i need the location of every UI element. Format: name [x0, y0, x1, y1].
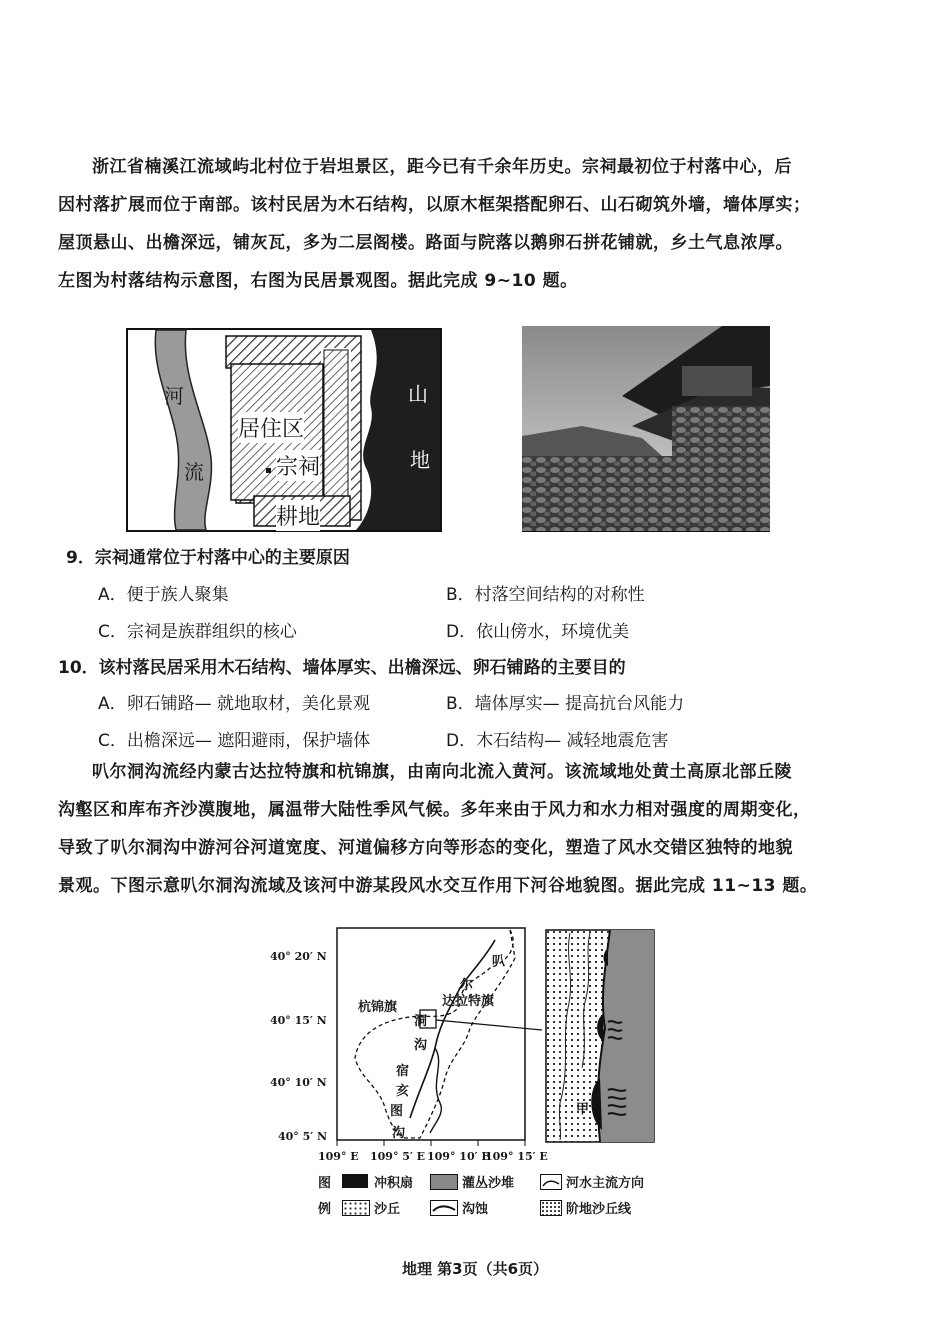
passage-1	[58, 148, 888, 300]
legend-title-1: 图	[318, 1176, 332, 1191]
farmland-label: 耕地	[276, 500, 320, 531]
dwelling-photo	[522, 326, 770, 532]
passage-1-line: 左图为村落结构示意图，右图为民居景观图。据此完成 9~10 题。	[58, 271, 578, 291]
lon-label-3: 109° 10′ E	[427, 1150, 490, 1163]
question-10-option-c[interactable]: C．出檐深远— 遮阳避雨，保护墙体	[98, 731, 371, 751]
river-char-1: 叭	[492, 954, 506, 969]
basin-map-drawing	[270, 918, 670, 1168]
passage-2-line: 景观。下图示意叭尔洞沟流域及该河中游某段风水交互作用下河谷地貌图。据此完成 11~13 题。	[58, 876, 818, 896]
passage-2-line: 沟壑区和库布齐沙漠腹地，属温带大陆性季风气候。多年来由于风力和水力相对强度的周期变化，	[58, 800, 811, 820]
passage-2-line: 导致了叭尔洞沟中游河谷河道宽度、河道偏移方向等形态的变化，塑造了风水交错区独特的地貌	[58, 838, 793, 858]
dwelling-photo-drawing	[522, 326, 770, 532]
mountain-label-2: 地	[410, 448, 430, 472]
river-char-3: 洞	[414, 1014, 428, 1029]
legend-flow-direction: 河水主流方向	[566, 1176, 645, 1191]
legend-gully-erosion: 沟蚀	[462, 1202, 489, 1217]
legend-alluvial-fan: 冲积扇	[374, 1176, 414, 1191]
lat-label-1: 40° 20′ N	[270, 950, 327, 963]
passage-2	[58, 753, 888, 905]
question-9-stem: 9．宗祠通常位于村落中心的主要原因	[66, 548, 350, 568]
river-char-2: 尔	[460, 978, 474, 993]
flow-arrow-icon	[541, 1176, 561, 1190]
lat-label-4: 40° 5′ N	[278, 1130, 328, 1143]
dalate-banner-label: 达拉特旗	[442, 994, 495, 1009]
mountain-label-1: 山	[408, 382, 428, 406]
legend-sand-dune: 沙丘	[374, 1202, 401, 1217]
village-structure-map	[126, 328, 442, 532]
river-char-4: 沟	[414, 1038, 428, 1053]
lat-label-3: 40° 10′ N	[270, 1076, 327, 1089]
question-10-option-b[interactable]: B．墙体厚实— 提高抗台风能力	[446, 694, 685, 714]
flow-direction-swatch	[540, 1174, 562, 1190]
passage-1-line: 因村落扩展而位于南部。该村民居为木石结构，以原木框架搭配卵石、山石砌筑外墙，墙体厚实；	[58, 195, 811, 215]
legend-shrub-dune: 灌丛沙堆	[462, 1176, 515, 1191]
lon-label-2: 109° 5′ E	[370, 1150, 426, 1163]
branch-char-1: 宿	[396, 1064, 410, 1079]
lon-label-4: 109° 15′ E	[485, 1150, 548, 1163]
river-label-1: 河	[164, 384, 184, 408]
question-9-option-b[interactable]: B．村落空间结构的对称性	[446, 585, 645, 605]
page-footer: 地理 第3页（共6页）	[401, 1260, 549, 1278]
sand-dune-swatch	[342, 1200, 370, 1216]
question-10-option-a[interactable]: A．卵石铺路— 就地取材，美化景观	[98, 694, 371, 714]
question-10-stem: 10．该村落民居采用木石结构、墙体厚实、出檐深远、卵石铺路的主要目的	[58, 658, 626, 678]
legend-terrace-dune-line: 阶地沙丘线	[566, 1202, 632, 1217]
passage-2-line: 叭尔洞沟流经内蒙古达拉特旗和杭锦旗，由南向北流入黄河。该流域地处黄土高原北部丘陵	[92, 762, 792, 782]
gully-icon	[431, 1202, 457, 1216]
hangjin-banner-label: 杭锦旗	[358, 1000, 398, 1015]
basin-map	[270, 918, 670, 1168]
passage-1-line: 屋顶悬山、出檐深远，铺灰瓦，多为二层阁楼。路面与院落以鹅卵石拼花铺就，乡土气息浓厚。	[58, 233, 793, 253]
terrace-dune-line-swatch	[540, 1200, 562, 1216]
question-9-option-c[interactable]: C．宗祠是族群组织的核心	[98, 622, 297, 642]
river-label-2: 流	[184, 460, 204, 484]
lat-label-2: 40° 15′ N	[270, 1014, 327, 1027]
lon-label-1: 109° E	[318, 1150, 359, 1163]
alluvial-fan-swatch	[342, 1174, 368, 1188]
jia-label: 甲	[576, 1102, 590, 1117]
passage-1-line: 浙江省楠溪江流域屿北村位于岩坦景区，距今已有千余年历史。宗祠最初位于村落中心，后	[92, 157, 792, 177]
legend-title-2: 例	[318, 1202, 332, 1217]
gully-erosion-swatch	[430, 1200, 458, 1216]
branch-char-2: 亥	[396, 1084, 410, 1099]
branch-char-4: 沟	[392, 1126, 406, 1141]
legend	[318, 1170, 678, 1222]
question-9-option-a[interactable]: A．便于族人聚集	[98, 585, 229, 605]
shrub-dune-swatch	[430, 1174, 458, 1190]
question-9-option-d[interactable]: D．依山傍水，环境优美	[446, 622, 630, 642]
ancestral-hall-label: 宗祠	[276, 450, 320, 481]
residential-label: 居住区	[238, 412, 304, 443]
question-10-option-d[interactable]: D．木石结构— 减轻地震危害	[446, 731, 669, 751]
branch-char-3: 图	[390, 1104, 404, 1119]
